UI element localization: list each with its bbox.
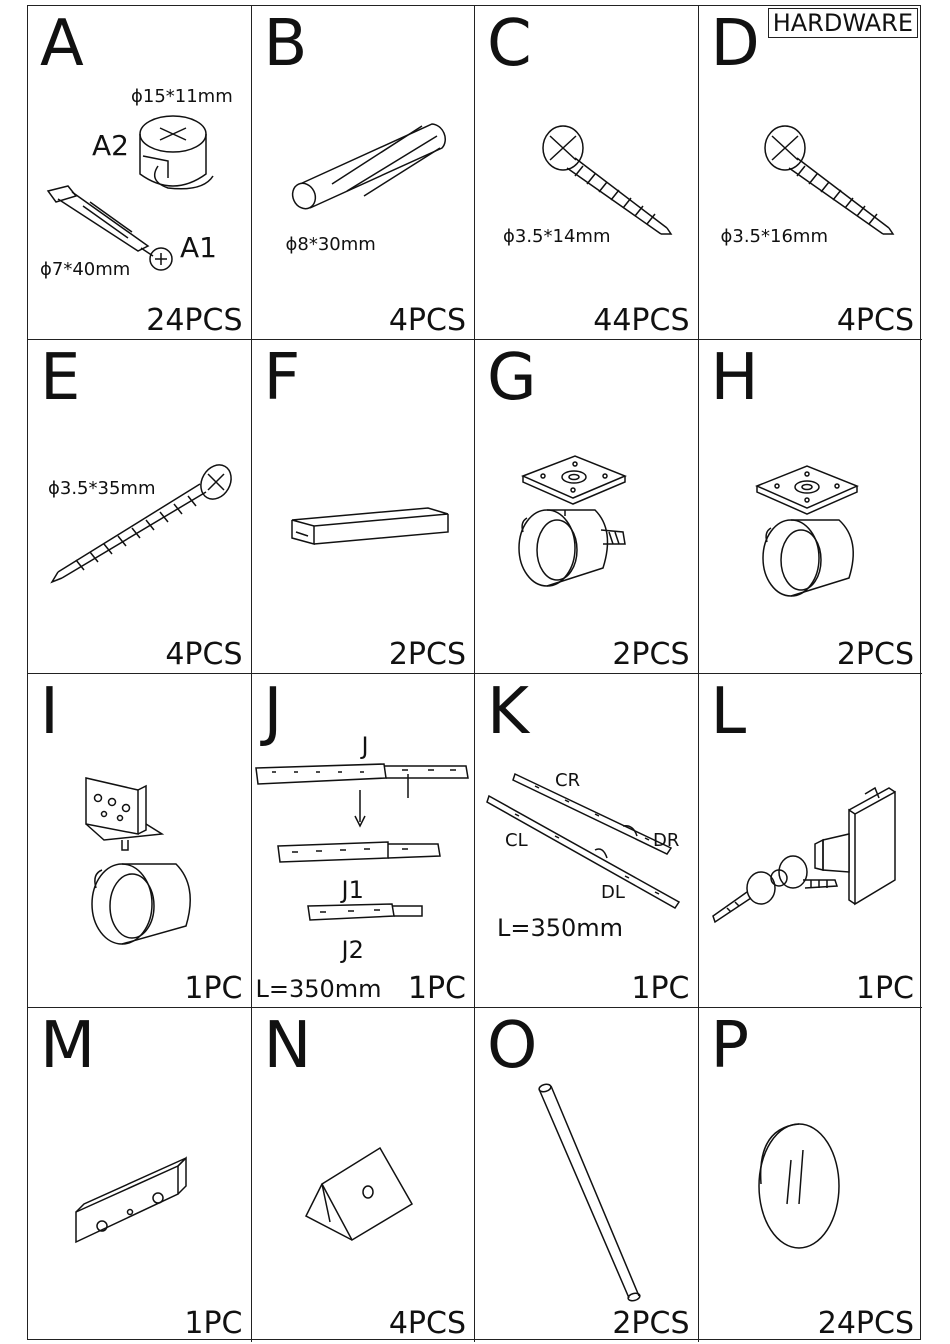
part-count: 4PCS	[165, 637, 243, 672]
part-letter: P	[710, 1009, 750, 1083]
part-f-cell	[252, 340, 476, 674]
part-c-cell	[475, 6, 699, 340]
part-letter: F	[263, 341, 301, 415]
part-count: 44PCS	[593, 303, 690, 338]
part-count: 1PC	[184, 1306, 243, 1341]
part-count: 24PCS	[817, 1306, 914, 1341]
part-count: 4PCS	[836, 303, 914, 338]
part-b-cell	[252, 6, 476, 340]
part-count: 1PC	[631, 971, 690, 1006]
part-letter: M	[40, 1009, 96, 1083]
part-count: 2PCS	[388, 637, 466, 672]
dim-label-a1: ϕ7*40mm	[40, 259, 131, 280]
round-bumper-illustration	[699, 1008, 921, 1340]
long-screw-illustration	[28, 340, 250, 672]
dim-label: ϕ3.5*35mm	[48, 478, 156, 499]
label-a1: A1	[180, 231, 217, 264]
label-cr: CR	[555, 770, 581, 791]
hardware-badge: HARDWARE	[768, 8, 918, 38]
part-letter: A	[40, 7, 84, 81]
part-letter: N	[263, 1009, 312, 1083]
part-d-cell	[699, 6, 923, 340]
part-l-cell	[699, 674, 923, 1008]
part-count: 4PCS	[388, 303, 466, 338]
part-count: 2PCS	[612, 1306, 690, 1341]
part-count: 2PCS	[612, 637, 690, 672]
part-count: 2PCS	[836, 637, 914, 672]
part-count: 1PC	[407, 971, 466, 1006]
dim-label-a2: ϕ15*11mm	[131, 86, 233, 107]
part-letter: H	[710, 341, 759, 415]
part-h-cell	[699, 340, 923, 674]
part-count: 1PC	[184, 971, 243, 1006]
part-g-cell	[475, 340, 699, 674]
part-p-cell	[699, 1008, 923, 1342]
length-label: L=350mm	[497, 914, 624, 942]
corner-block-illustration	[252, 1008, 474, 1340]
braked-caster-illustration	[475, 340, 697, 672]
angle-bracket-illustration	[28, 1008, 250, 1340]
part-letter: J	[263, 675, 283, 749]
part-letter: E	[40, 341, 81, 415]
label-a2: A2	[92, 129, 129, 162]
part-count: 4PCS	[388, 1306, 466, 1341]
part-count: 1PC	[855, 971, 914, 1006]
label-j: J	[361, 732, 369, 760]
part-letter: K	[487, 675, 529, 749]
cam-lock-illustration	[28, 6, 250, 338]
label-j2: J2	[341, 936, 364, 964]
wooden-dowel-illustration	[252, 6, 474, 338]
rod-illustration	[475, 1008, 697, 1340]
dim-label: ϕ3.5*14mm	[503, 226, 611, 247]
part-m-cell	[28, 1008, 252, 1342]
part-letter: G	[487, 341, 537, 415]
caster-illustration	[699, 340, 921, 672]
part-j-cell	[252, 674, 476, 1008]
plate-caster-illustration	[28, 674, 250, 1006]
hardware-sheet	[27, 5, 921, 1340]
part-e-cell	[28, 340, 252, 674]
screw-illustration	[475, 6, 697, 338]
part-o-cell	[475, 1008, 699, 1342]
length-label: L=350mm	[255, 975, 382, 1003]
part-count: 24PCS	[146, 303, 243, 338]
part-letter: O	[487, 1009, 538, 1083]
dim-label: ϕ3.5*16mm	[720, 226, 828, 247]
screw-illustration	[699, 6, 921, 338]
lock-and-keys-illustration	[699, 674, 921, 1006]
dim-label: ϕ8*30mm	[285, 234, 376, 255]
label-j1: J1	[341, 876, 364, 904]
label-cl: CL	[505, 830, 528, 851]
label-dl: DL	[601, 882, 625, 903]
part-i-cell	[28, 674, 252, 1008]
part-letter: D	[710, 7, 760, 81]
part-k-cell	[475, 674, 699, 1008]
part-letter: L	[710, 675, 747, 749]
label-dr: DR	[653, 830, 680, 851]
part-letter: B	[263, 7, 308, 81]
part-letter: C	[487, 7, 532, 81]
part-letter: I	[40, 675, 59, 749]
part-n-cell	[252, 1008, 476, 1342]
part-a-cell	[28, 6, 252, 340]
handle-bar-illustration	[252, 340, 474, 672]
